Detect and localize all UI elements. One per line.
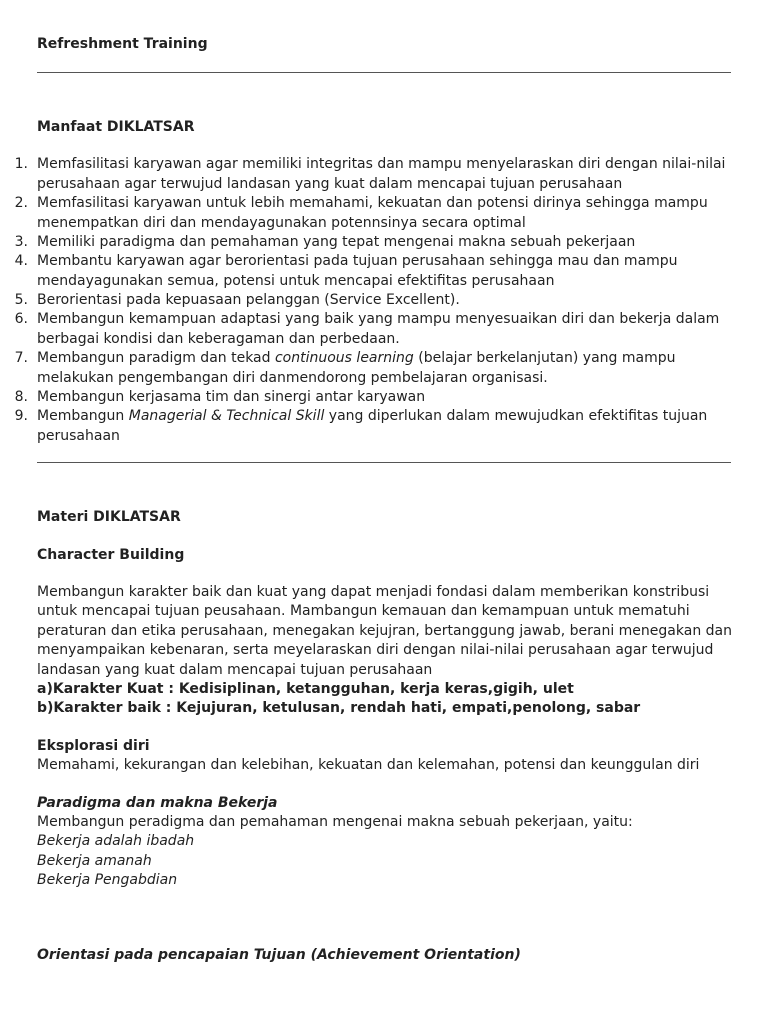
list-item-text: perusahaan	[37, 428, 120, 444]
list-item	[14, 155, 726, 174]
list-item-text: melakukan pengembangan diri danmendorong pembelajaran organisasi.	[37, 370, 548, 386]
list-item	[14, 233, 636, 252]
list-item-text: Memfasilitasi karyawan agar memiliki integritas dan mampu menyelaraskan diri dengan nilai-nilai	[37, 156, 726, 172]
list-number: 9.	[14, 408, 28, 424]
emphasis-text: Managerial & Technical Skill	[128, 408, 325, 424]
list-item	[14, 194, 708, 213]
paragraph-line: Membangun karakter baik dan kuat yang dapat menjadi fondasi dalam memberikan konstribusi	[37, 584, 710, 600]
list-item-text: (belajar berkelanjutan) yang mampu	[413, 350, 676, 366]
list-item	[14, 291, 460, 310]
list-item-text: yang diperlukan dalam mewujudkan efektifitas tujuan	[324, 408, 708, 424]
list-number: 8.	[14, 389, 28, 405]
divider	[37, 462, 731, 463]
divider	[37, 72, 731, 73]
list-item-text: Membangun kemampuan adaptasi yang baik yang mampu menyesuaikan diri dan bekerja dalam	[37, 311, 720, 327]
subheading-orientasi: Orientasi pada pencapaian Tujuan (Achievement Orientation)	[37, 947, 521, 963]
subheading-character-building: Character Building	[37, 547, 185, 563]
list-number: 3.	[14, 234, 28, 250]
list-number: 2.	[14, 195, 28, 211]
list-item	[14, 310, 720, 329]
list-item: Bekerja Pengabdian	[37, 872, 178, 888]
list-number: 5.	[14, 292, 28, 308]
list-item-text: Membangun kerjasama tim dan sinergi antar karyawan	[37, 389, 426, 405]
list-item	[14, 407, 708, 426]
list-number: 4.	[14, 253, 28, 269]
subheading-eksplorasi: Eksplorasi diri	[37, 738, 150, 754]
list-item	[14, 349, 676, 368]
list-item-text: Membangun	[37, 408, 129, 424]
paragraph-line: Memahami, kekurangan dan kelebihan, kekuatan dan kelemahan, potensi dan keunggulan diri	[37, 757, 700, 773]
list-number: 1.	[14, 156, 28, 172]
list-number: 6.	[14, 311, 28, 327]
list-item: Bekerja amanah	[37, 853, 152, 869]
list-item: Bekerja adalah ibadah	[37, 833, 195, 849]
document-title: Refreshment Training	[37, 36, 208, 52]
paragraph-line: landasan yang kuat dalam mencapai tujuan perusahaan	[37, 662, 433, 678]
list-item-text: mendayagunakan semua, potensi untuk mencapai efektifitas perusahaan	[37, 273, 555, 289]
list-item-text: Memiliki paradigma dan pemahaman yang tepat mengenai makna sebuah pekerjaan	[37, 234, 636, 250]
paragraph-line: menyampaikan kebenaran, serta meyelaraskan diri dengan nilai-nilai perusahaan agar terwujud	[37, 642, 714, 658]
paragraph-line: peraturan dan etika perusahaan, menegakan kejujran, bertanggung jawab, berani menegakan dan	[37, 623, 732, 639]
paragraph-line: Membangun peradigma dan pemahaman mengenai makna sebuah pekerjaan, yaitu:	[37, 814, 633, 830]
emphasis-text: continuous learning	[274, 350, 414, 366]
list-item-text: Membangun paradigm dan tekad	[37, 350, 275, 366]
paragraph-line: untuk mencapai tujuan peusahaan. Mambangun kemauan dan kemampuan untuk mematuhi	[37, 603, 690, 619]
list-item	[14, 252, 678, 271]
section-heading-manfaat: Manfaat DIKLATSAR	[37, 119, 195, 135]
list-item-text: perusahaan agar terwujud landasan yang kuat dalam mencapai tujuan perusahaan	[37, 176, 623, 192]
section-heading-materi: Materi DIKLATSAR	[37, 509, 181, 525]
point-b: b)Karakter baik : Kejujuran, ketulusan, rendah hati, empati,penolong, sabar	[37, 700, 641, 716]
subheading-paradigma: Paradigma dan makna Bekerja	[37, 795, 278, 811]
list-number: 7.	[14, 350, 28, 366]
list-item-text: Memfasilitasi karyawan untuk lebih memahami, kekuatan dan potensi dirinya sehingga mampu	[37, 195, 708, 211]
list-item-text: Berorientasi pada kepuasaan pelanggan (Service Excellent).	[37, 292, 460, 308]
list-item-text: berbagai kondisi dan keberagaman dan perbedaan.	[37, 331, 400, 347]
point-a: a)Karakter Kuat : Kedisiplinan, ketangguhan, kerja keras,gigih, ulet	[37, 681, 574, 697]
list-item-text: Membantu karyawan agar berorientasi pada tujuan perusahaan sehingga mau dan mampu	[37, 253, 678, 269]
list-item	[14, 388, 426, 407]
list-item-text: menempatkan diri dan mendayagunakan potennsinya secara optimal	[37, 215, 526, 231]
